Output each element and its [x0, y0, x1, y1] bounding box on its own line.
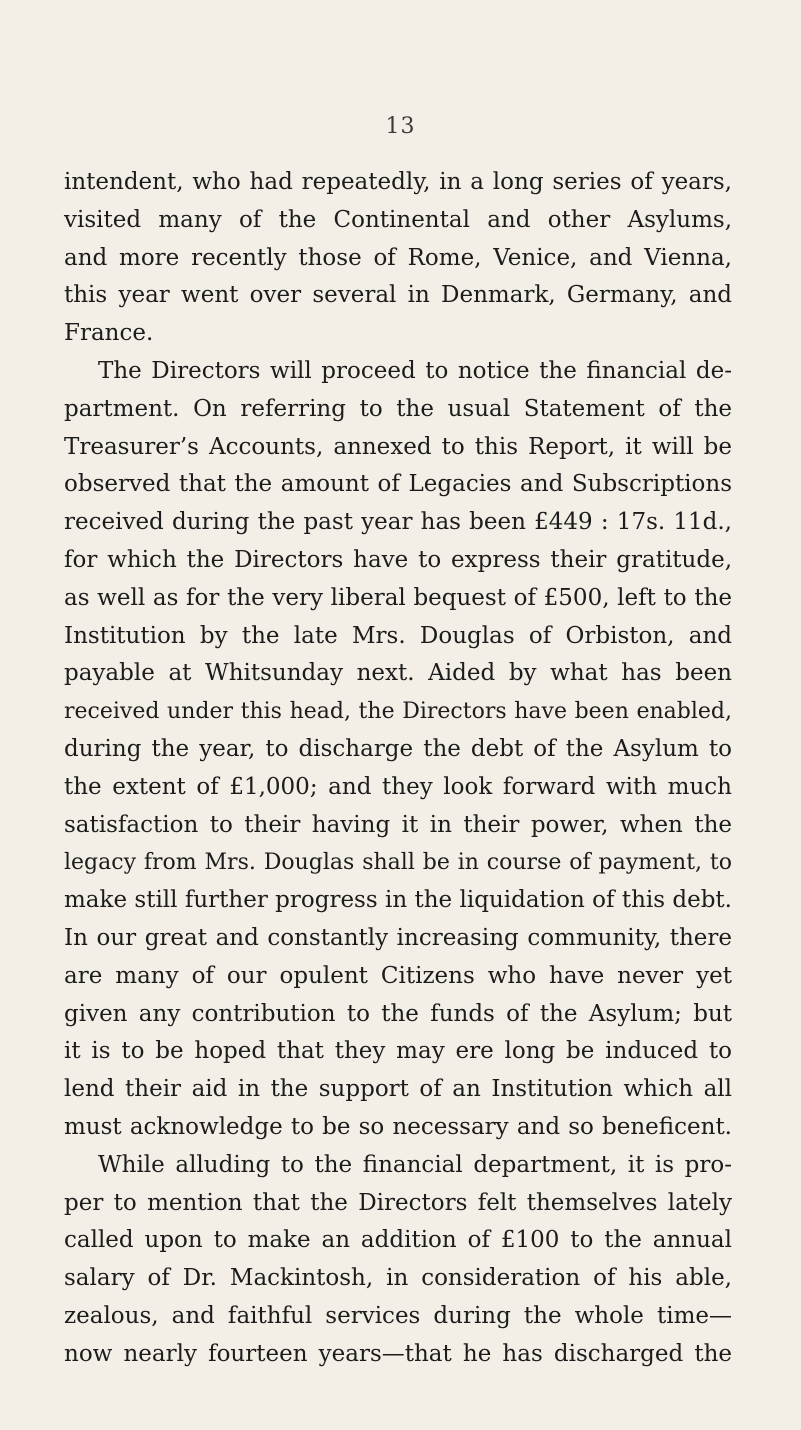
text-line: must acknowledge to be so necessary and so beneficent.	[64, 1113, 732, 1140]
page-number: 13	[385, 114, 416, 139]
text-line: intendent, who had repeatedly, in a long series of years,	[64, 169, 732, 195]
text-line: visited many of the Continental and other Asylums,	[64, 206, 732, 233]
text-line: payable at Whitsunday next. Aided by what has been	[64, 660, 732, 687]
text-line: Institution by the late Mrs. Douglas of Orbiston, and	[64, 622, 732, 649]
text-line: The Directors will proceed to notice the financial de-	[98, 357, 732, 384]
text-line: lend their aid in the support of an Institution which all	[64, 1076, 732, 1103]
text-line: partment. On referring to the usual Statement of the	[64, 395, 732, 422]
text-line: now nearly fourteen years—that he has discharged the	[64, 1340, 732, 1367]
text-line: the extent of £1,000; and they look forward with much	[64, 773, 732, 800]
text-line: observed that the amount of Legacies and Subscriptions	[64, 471, 732, 498]
text-line: While alluding to the financial department, it is pro-	[98, 1151, 732, 1178]
text-line: make still further progress in the liquidation of this debt.	[64, 887, 732, 914]
text-line: Treasurer’s Accounts, annexed to this Report, it will be	[64, 433, 732, 460]
text-line: salary of Dr. Mackintosh, in consideration of his able,	[64, 1265, 732, 1292]
text-line: legacy from Mrs. Douglas shall be in course of payment, to	[64, 850, 732, 876]
body-text	[64, 164, 732, 1374]
text-line: and more recently those of Rome, Venice, and Vienna,	[64, 244, 732, 271]
text-line: are many of our opulent Citizens who have never yet	[64, 962, 732, 989]
text-line: per to mention that the Directors felt themselves lately	[64, 1189, 732, 1216]
text-line: received during the past year has been £449 : 17s. 11d.,	[64, 509, 732, 536]
text-line: In our great and constantly increasing community, there	[64, 924, 732, 951]
text-line: called upon to make an addition of £100 to the annual	[64, 1227, 732, 1254]
text-line: during the year, to discharge the debt of the Asylum to	[64, 735, 732, 762]
text-line: it is to be hoped that they may ere long be induced to	[64, 1038, 732, 1065]
text-line: this year went over several in Denmark, Germany, and	[64, 282, 732, 309]
text-line: as well as for the very liberal bequest of £500, left to the	[64, 584, 732, 611]
text-line: given any contribution to the funds of the Asylum; but	[64, 1000, 732, 1027]
text-line: France.	[64, 320, 154, 347]
text-line: satisfaction to their having it in their power, when the	[64, 811, 732, 838]
text-line: received under this head, the Directors have been enabled,	[64, 699, 732, 725]
text-line: for which the Directors have to express their gratitude,	[64, 546, 732, 573]
text-line: zealous, and faithful services during the whole time—	[64, 1302, 732, 1329]
